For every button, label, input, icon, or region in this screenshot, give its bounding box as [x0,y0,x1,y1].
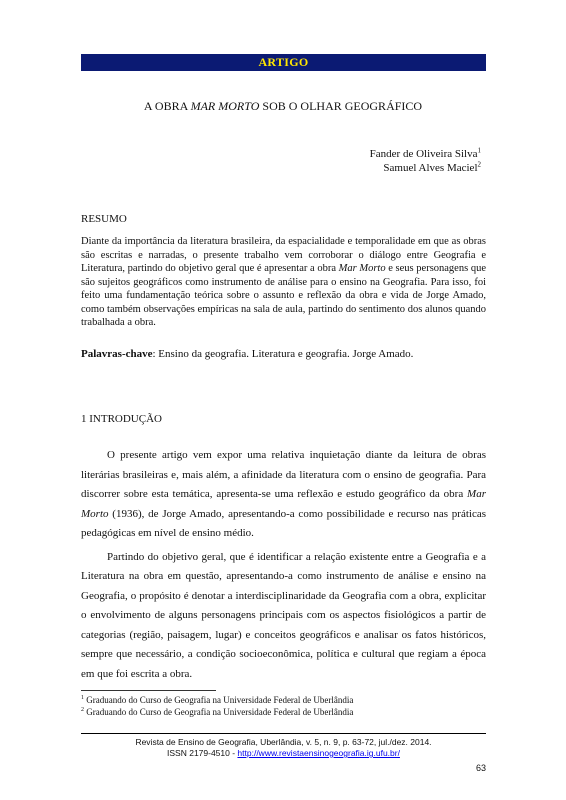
abstract-heading: RESUMO [81,213,127,225]
p1-italic: Mar Morto [81,488,486,520]
intro-paragraph-1 [81,446,486,544]
section-banner [81,54,486,71]
author-1-name: Fander de Oliveira Silva [369,148,478,160]
page-number: 63 [475,763,486,773]
author-2-mark: 2 [477,160,481,169]
abstract-text [81,235,486,330]
intro-body [81,446,486,688]
journal-footer [81,737,486,759]
author-2 [370,161,481,175]
title-part-1: A OBRA [143,99,191,113]
intro-paragraph-2: Partindo do objetivo geral, que é identificar a relação existente entre a Geografia e a Literatura na obra em questão, apresentando-a como instrumento de análise e ensino na Geografia, o propósito é denotar a interdisciplinaridade da Geografia com a obra, explicitar o envolvimento de alguns personagens principais com os aspectos fisiológicos a partir de categorias (região, paisagem, lugar) e conceitos geográficos e analisar os fatos históricos, sempre que necessário, a condição socioeconômica, política e cultural que regiam a época em que foi escrita a obra. [81,550,486,680]
abstract-part-1: Diante da importância da literatura brasileira, da espacialidade e temporalidade em que as obras são escritas e narradas, o presente trabalho vem corroborar o diálogo entre Geografia e Literatura, partindo do objetivo geral que é apresentar a obra [81,236,486,274]
keywords-label: Palavras-chave [81,348,153,360]
author-list [370,147,481,175]
article-title [0,99,566,114]
journal-url-link[interactable]: http://www.revistaensinogeografia.ig.ufu.br/ [237,748,400,758]
footnote-2 [81,706,353,718]
footnote-divider [81,690,216,691]
p1-part-2: (1936), de Jorge Amado, apresentando-a como possibilidade e recurso nas práticas pedagógicas em nível de ensino médio. [81,507,486,539]
journal-citation: Revista de Ensino de Geografia, Uberlândia, v. 5, n. 9, p. 63-72, jul./dez. 2014. [135,737,432,747]
intro-heading: 1 INTRODUÇÃO [81,413,162,425]
footnote-1-text: Graduando do Curso de Geografia na Universidade Federal de Uberlândia [84,695,354,705]
abstract-italic: Mar Morto [338,263,386,274]
author-1-mark: 1 [477,146,481,155]
footer-divider [81,733,486,734]
author-2-name: Samuel Alves Maciel [383,162,478,174]
journal-issn-line [81,748,486,759]
p1-part-1: O presente artigo vem expor uma relativa inquietação diante da leitura de obras literárias brasileiras e, mais além, a afinidade da literatura com o ensino de geografia. Para discorrer sobre esta temática, apresenta-se uma reflexão e estudo geográfico da obra [81,449,486,500]
footnotes [81,694,353,718]
title-italic: MAR MORTO [190,99,260,113]
abstract-part-2: e seus personagens que são sujeitos geográficos como instrumento de análise para o ensino na Geografia. Para isso, foi feito uma fundamentação teórica sobre o assunto e reflexão da obra e vida de Jorge Amado, como também observações empíricas na sala de aula, partindo do sentimento dos alunos quando trabalhada a obra. [81,263,486,328]
title-part-2: SOB O OLHAR GEOGRÁFICO [259,99,423,113]
keywords [81,348,486,360]
footnote-2-text: Graduando do Curso de Geografia na Universidade Federal de Uberlândia [84,707,354,717]
author-1 [370,147,481,161]
footnote-1-mark: 1 [81,695,84,701]
keywords-text: : Ensino da geografia. Literatura e geografia. Jorge Amado. [152,348,414,360]
section-banner-label: ARTIGO [258,55,309,69]
footnote-1 [81,694,353,706]
journal-issn: ISSN 2179-4510 - [167,748,238,758]
footnote-2-mark: 2 [81,707,84,713]
